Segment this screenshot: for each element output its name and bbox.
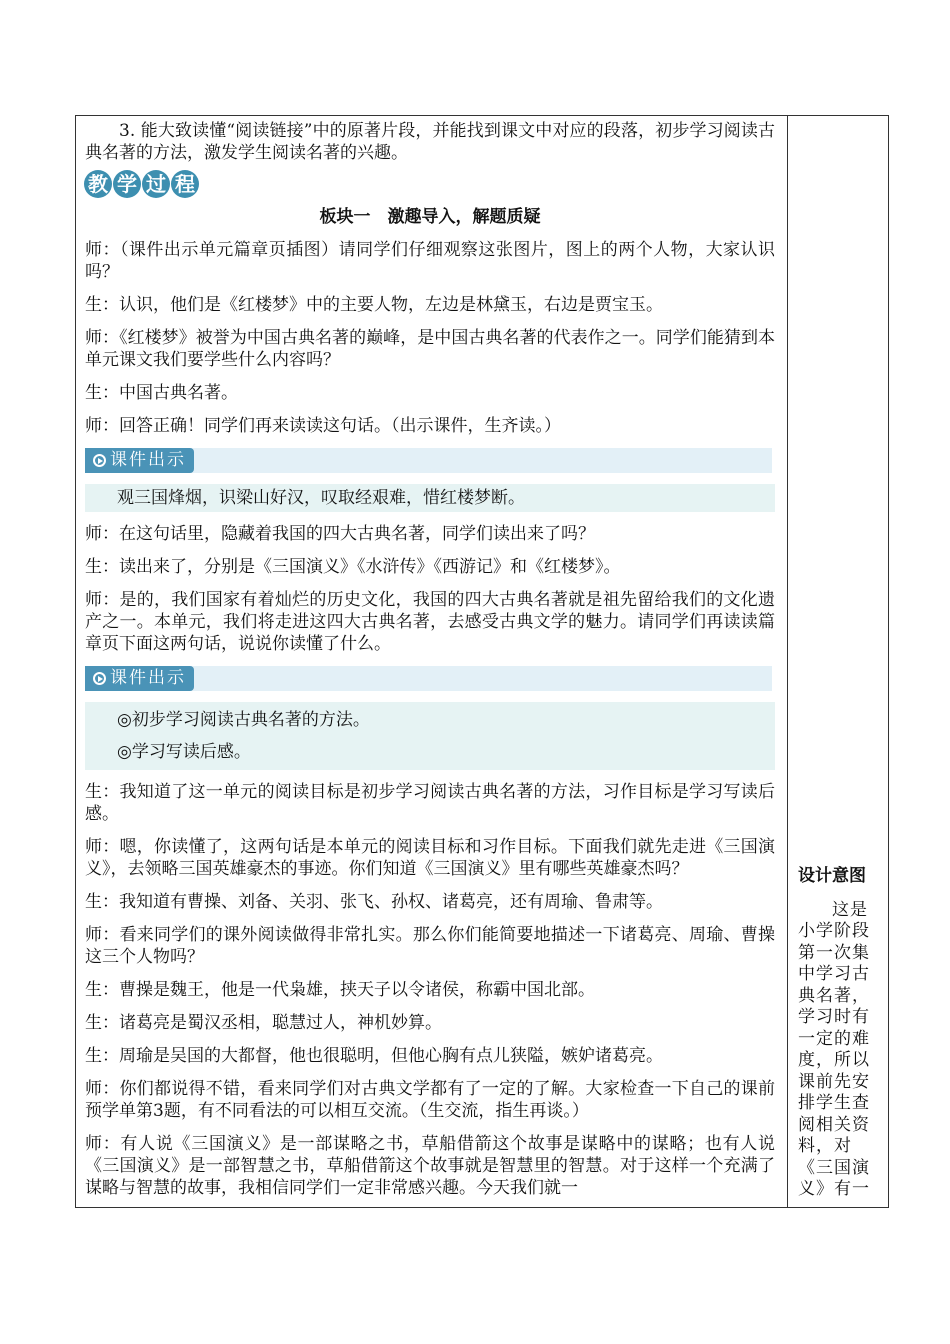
courseware-quote: [85, 702, 775, 770]
paragraph: 师：看来同学们的课外阅读做得非常扎实。那么你们能简要地描述一下诸葛亮、周瑜、曹操这三个人物吗？: [85, 925, 775, 967]
logo-char: 教: [84, 170, 112, 198]
paragraph: 生：曹操是魏王，他是一代枭雄，挟天子以令诸侯，称霸中国北部。: [85, 980, 595, 1000]
paragraph: 师：在这句话里，隐藏着我国的四大古典名著，同学们读出来了吗？: [85, 524, 595, 544]
paragraph: 生：读出来了，分别是《三国演义》《水浒传》《西游记》和《红楼梦》。: [85, 557, 621, 577]
design-intent-column: [798, 866, 878, 1201]
design-intent-text: 这是小学阶段第一次集中学习古典名著，学习时有一定的难度，所以课前先安排学生查阅相关资料，对《三国演义》有一: [798, 899, 870, 1199]
paragraph: 师：回答正确！同学们再来读读这句话。（出示课件，生齐读。）: [85, 416, 561, 436]
banner-label: 课件出示: [110, 668, 186, 688]
paragraph: 生：认识，他们是《红楼梦》中的主要人物，左边是林黛玉，右边是贾宝玉。: [85, 295, 663, 315]
teaching-process-logo: [84, 170, 775, 198]
paragraph: 师：嗯，你读懂了，这两句话是本单元的阅读目标和习作目标。下面我们就先走进《三国演义》，去领略三国英雄豪杰的事迹。你们知道《三国演义》里有哪些英雄豪杰吗？: [85, 837, 775, 879]
logo-char: 学: [113, 170, 141, 198]
objective-3: 3. 能大致读懂“阅读链接”中的原著片段，并能找到课文中对应的段落，初步学习阅读古典名著的方法，激发学生阅读名著的兴趣。: [85, 121, 775, 163]
paragraph: 师：有人说《三国演义》是一部谋略之书，草船借箭这个故事是谋略中的谋略；也有人说《三国演义》是一部智慧之书，草船借箭这个故事就是智慧里的智慧。对于这样一个充满了谋略与智慧的故事，我相信同学们一定非常感兴趣。今天我们就一: [85, 1134, 775, 1198]
design-intent-heading: 设计意图: [798, 866, 866, 886]
paragraph: 生：我知道了这一单元的阅读目标是初步学习阅读古典名著的方法，习作目标是学习写读后感。: [85, 782, 775, 824]
logo-char: 过: [142, 170, 170, 198]
play-icon: [93, 454, 106, 467]
main-column: [85, 120, 775, 1208]
paragraph: 师：是的，我们国家有着灿烂的历史文化，我国的四大古典名著就是祖先留给我们的文化遗产之一。本单元，我们将走进这四大古典名著，去感受古典文学的魅力。请同学们再读读篇章页下面这两句话，说说你读懂了什么。: [85, 590, 775, 654]
column-divider: [787, 116, 788, 1207]
paragraph: 师：（课件出示单元篇章页插图）请同学们仔细观察这张图片，图上的两个人物，大家认识吗？: [85, 240, 775, 282]
quote-line: ◎学习写读后感。: [117, 742, 251, 762]
courseware-banner: [85, 448, 772, 473]
quote-line: ◎初步学习阅读古典名著的方法。: [117, 710, 370, 730]
courseware-quote: [85, 484, 775, 512]
section-title: 板块一 激趣导入，解题质疑: [319, 207, 541, 227]
courseware-banner: [85, 666, 772, 691]
paragraph: 生：诸葛亮是蜀汉丞相，聪慧过人，神机妙算。: [85, 1013, 442, 1033]
quote-line: 观三国烽烟，识梁山好汉，叹取经艰难，惜红楼梦断。: [117, 488, 525, 508]
paragraph: 生：中国古典名著。: [85, 383, 238, 403]
play-icon: [93, 672, 106, 685]
lesson-plan-table: [75, 115, 889, 1208]
paragraph: 师：《红楼梦》被誉为中国古典名著的巅峰，是中国古典名著的代表作之一。同学们能猜到本单元课文我们要学些什么内容吗？: [85, 328, 775, 370]
paragraph: 生：我知道有曹操、刘备、关羽、张飞、孙权、诸葛亮，还有周瑜、鲁肃等。: [85, 892, 663, 912]
paragraph: 师：你们都说得不错，看来同学们对古典文学都有了一定的了解。大家检查一下自己的课前预学单第3题，有不同看法的可以相互交流。（生交流，指生再谈。）: [85, 1079, 775, 1121]
banner-label: 课件出示: [110, 450, 186, 470]
logo-char: 程: [171, 170, 199, 198]
paragraph: 生：周瑜是吴国的大都督，他也很聪明，但他心胸有点儿狭隘，嫉妒诸葛亮。: [85, 1046, 663, 1066]
